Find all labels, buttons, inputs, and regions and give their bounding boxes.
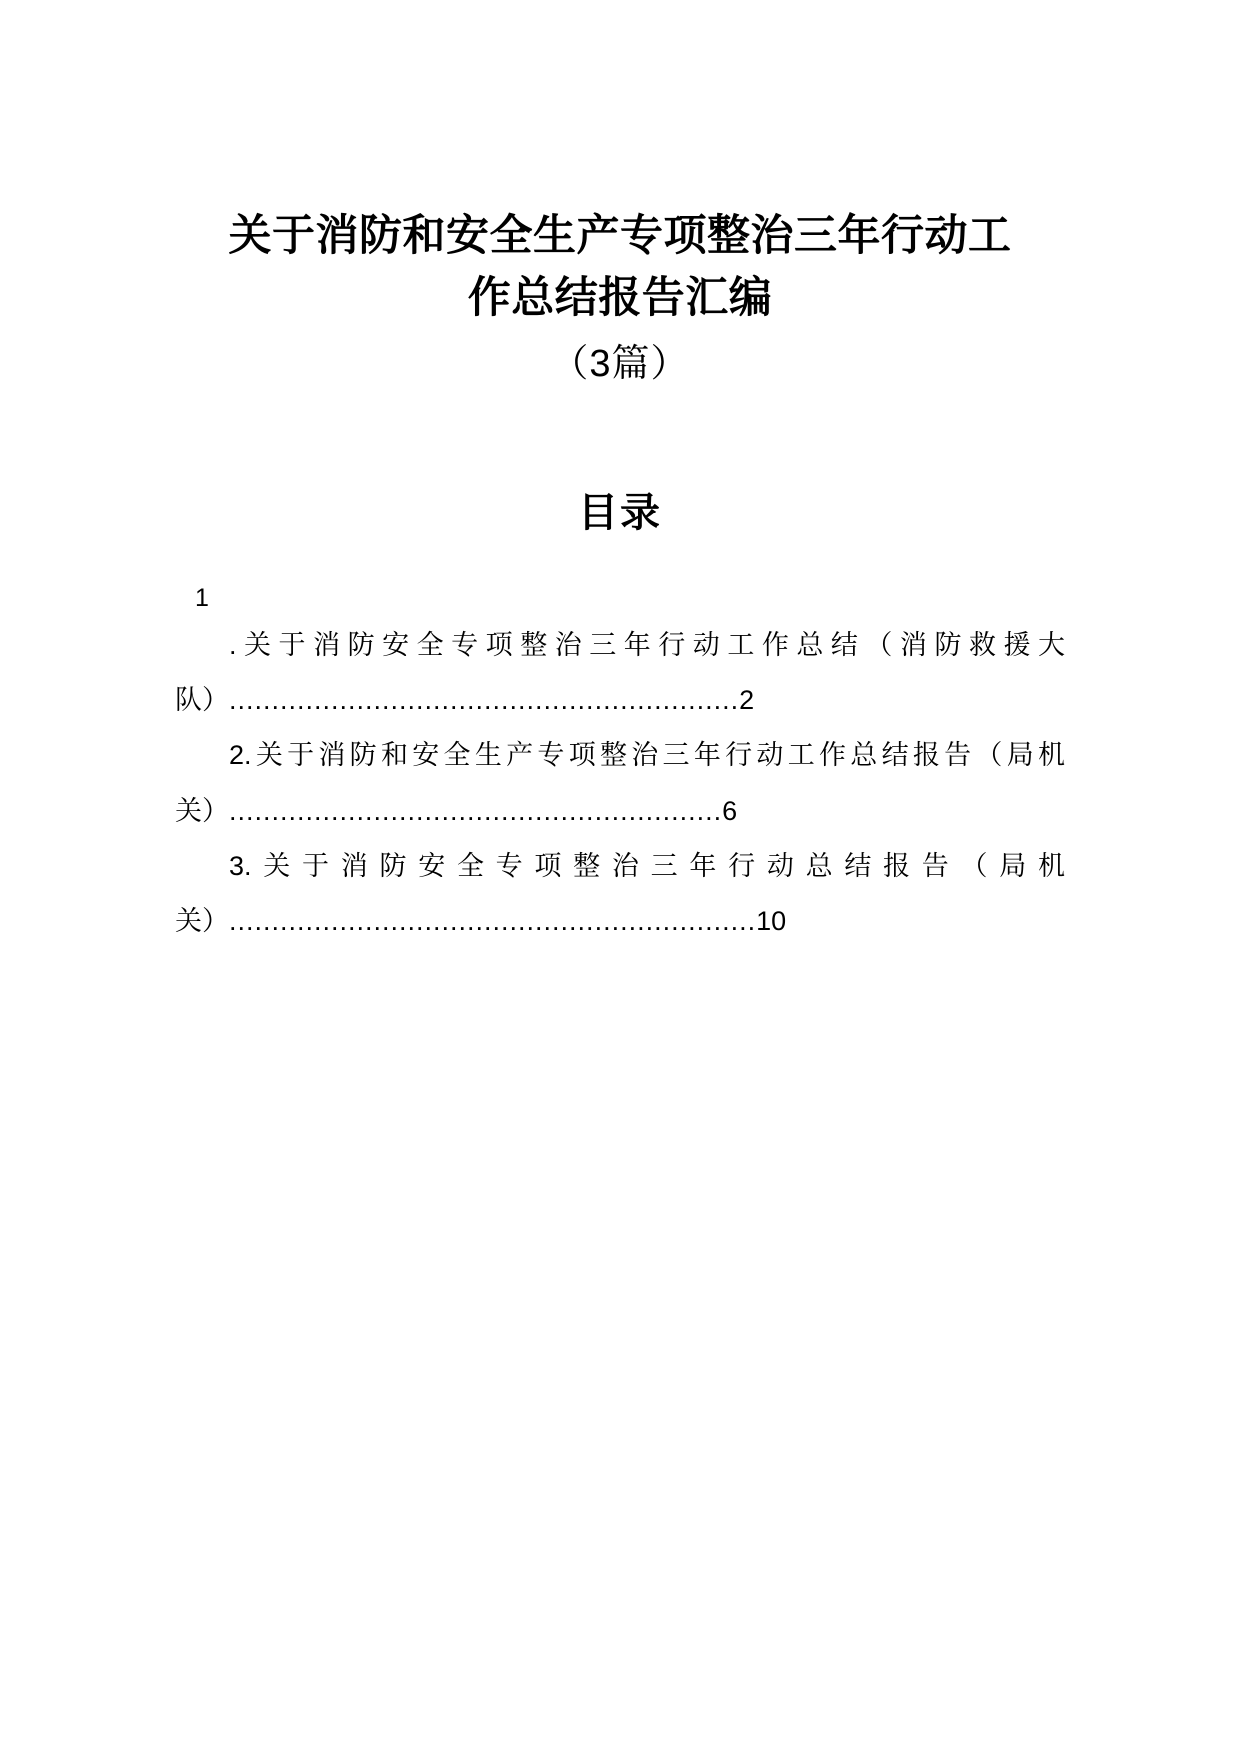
table-of-contents xyxy=(175,578,1065,950)
page-title-line-2: 作总结报告汇编 xyxy=(467,274,773,323)
toc-entry-text: 关于消防和安全生产专项整治三年行动工作总结报告（局机关） xyxy=(175,740,1065,826)
toc-heading: 目录 xyxy=(578,490,662,535)
toc-entry[interactable] xyxy=(175,578,1065,729)
toc-entry-page: 10 xyxy=(756,906,787,937)
page-title xyxy=(175,205,1065,330)
toc-entry-number: 3. xyxy=(229,851,252,882)
page-subtitle: （3篇） xyxy=(550,342,690,385)
toc-entry[interactable] xyxy=(175,728,1065,839)
toc-entry-leader: ............................................................ xyxy=(229,685,740,716)
toc-entry-text: 关于消防安全专项整治三年行动总结报告（局机关） xyxy=(175,851,1065,937)
toc-entry-number: . xyxy=(229,629,237,660)
toc-entry-lead: 1 xyxy=(195,583,209,612)
toc-entry[interactable] xyxy=(175,839,1065,950)
toc-entry-number: 2. xyxy=(229,740,252,771)
toc-entry-page: 2 xyxy=(739,685,755,716)
toc-entry-text: 关于消防安全专项整治三年行动工作总结（消防救援大队） xyxy=(175,629,1065,716)
toc-entry-leader: .......................................................... xyxy=(229,795,723,826)
page-title-line-1: 关于消防和安全生产专项整治三年行动工 xyxy=(228,212,1012,260)
toc-entry-leader: .............................................................. xyxy=(229,906,757,937)
toc-entry-page: 6 xyxy=(722,795,738,826)
